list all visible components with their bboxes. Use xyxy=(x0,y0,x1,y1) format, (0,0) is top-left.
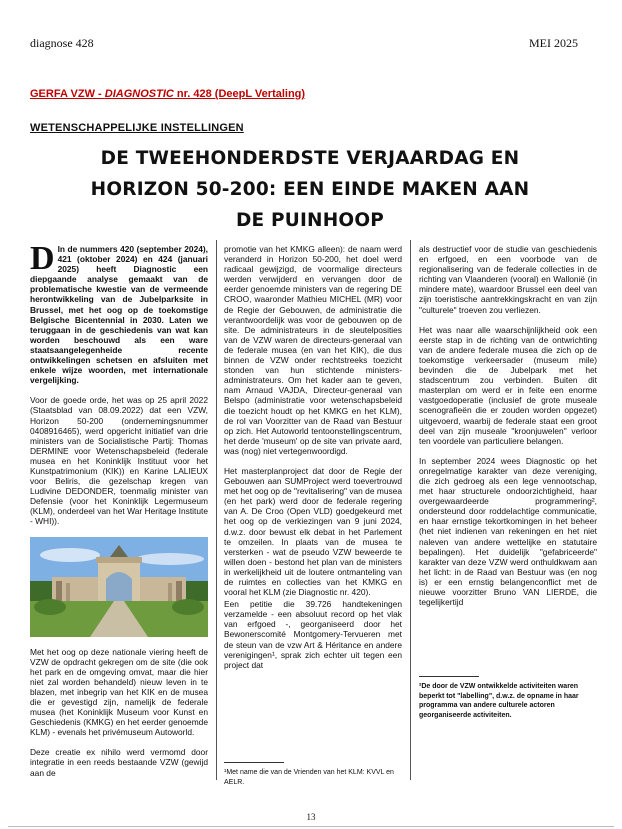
page-number: 13 xyxy=(306,812,316,822)
drop-cap: D xyxy=(30,240,55,277)
paragraph: Met het oog op deze nationale viering heeft de VZW de opdracht gekregen om de site (die ook het park en de omgeving omvat, maar die hier niet zal worden behandeld) nieuw leven in te blazen, met inbegrip van het KIK en de musea die er gevestigd zijn, namelijk de federale musea (het Koninklijk Museum voor Kunst en Geschiedenis (KMKG) en het eerder genoemde KLM) - evenals het privémuseum Autoworld. xyxy=(30,646,208,738)
title-line-2: HORIZON 50-200: EEN EINDE MAKEN AAN xyxy=(90,179,530,200)
footnote-rule xyxy=(419,676,479,677)
source-separator: - xyxy=(94,88,105,100)
section-heading: WETENSCHAPPELIJKE INSTELLINGEN xyxy=(30,122,244,134)
title-line-3: DE PUINHOOP xyxy=(235,210,385,231)
header-date: MEI 2025 xyxy=(529,36,578,50)
column-3 xyxy=(419,244,597,617)
column-2 xyxy=(224,244,402,680)
column-divider xyxy=(216,240,217,780)
paragraph: Het was naar alle waarschijnlijkheid ook een eerste stap in de richting van de ontwrichting van de andere federale musea die zich op de toekomstige verkeersader (museum mile) bevinden die de Jubelpark met het stadscentrum zou verbinden. Buiten dit masterplan om werd er in feite een enorme vastgoedoperatie (inclusief de grote museale scenografieën die er zouden worden opgezet) uitgevoerd, waarbij de federale staat een groot deel van zijn museale "kroonjuwelen" verloor ten voordele van particuliere belangen. xyxy=(419,324,597,446)
lead-text: In de nummers 420 (september 2024), 421 (oktober 2024) en 424 (januari 2025) heeft Diagnostic een diepgaande analyse gemaakt van de problematische kwestie van de vermeende herontwikkeling van de Jubelparksite in Brussel, met het oog op de toekomstige Belgische Bicentennial in 2030. Laten we teruggaan in de geschiedenis van wat kan worden beschouwd als een ware staatsaangelegenheide recente ontwikkelingen schetsen en afsluiten met enkele wijze woorden, met internationale vergelijking. xyxy=(30,244,208,386)
title-line-1: DE TWEEHONDERDSTE VERJAARDAG EN xyxy=(100,148,520,169)
paragraph: In september 2024 wees Diagnostic op het onregelmatige karakter van deze vereniging, die zich gedroeg als een lege vennootschap, met haar structurele ondoorzichtigheid, haar overgewaardeerde programmering², ondersteund door roddelachtige communicatie, en haar ernstige tekortkomingen in het beheer (het niet indienen van rekeningen en het niet naleven van andere wettelijke en statutaire bepalingen). Het duidelijk "gefabriceerde" karakter van deze VZW werd onthuldkwam aan het licht: in de Raad van Bestuur was (en nog is) er een ernstig belangenconflict met de nieuwe voorzitter Bruno VAN LIERDE, die tegelijkertijd xyxy=(419,455,597,608)
page-bottom-border xyxy=(8,826,614,827)
cinquantenaire-arch-photo xyxy=(30,537,208,637)
header-magazine: diagnose 428 xyxy=(30,36,94,50)
paragraph: Deze creatie ex nihilo werd vermomd door integratie in een reeds bestaande VZW (gewijd aan de xyxy=(30,747,208,778)
source-line xyxy=(30,88,305,100)
source-org: GERFA VZW xyxy=(30,88,95,100)
paragraph: Voor de goede orde, het was op 25 april 2022 (Staatsblad van 08.09.2022) dat een VZW, Horizon 50-200 (ondernemingsnummer 0408916465), werd opgericht initiatief van drie ministers van de Socialistische Partij: Thomas DERMINE voor Wetenschapsbeleid (federale musea en het Koninklijk Instituut voor het Kunstpatrimonium (KIK)) en Karine LALIEUX voor Beliris, die gezelschap kregen van Ludivine DEDONDER, toenmalig minister van Defensie (voor het Koninklijk Legermuseum (KLM), onderdeel van het War Heritage Institute - WHI)). xyxy=(30,395,208,527)
paragraph: promotie van het KMKG alleen): de naam werd veranderd in Horizon 50-200, het doel werd radicaal gewijzigd, de voormalige directeurs werden verwijderd en vervangen door de eerder genoemde ministers van de regering DE CROO, waaronder Mathieu MICHEL (MR) voor de Regie der Gebouwen, de administratie die verantwoordelijk was voor de gebouwen op de site. De administrateurs in de sleutelposities van de VZW waren de directeurs-generaal van de federale musea (en van het KIK), die dus binnen de VZW onder rechtstreeks toezicht stonden van hun stichtende ministers-administrateurs. Om het kader aan te geven, nam Arnaud VAJDA, Directeur-generaal van Belspo (administratie voor wetenschapsbeleid die toezicht houdt op het KMKG en het KLM), de rol van Voorzitter van de Raad van Bestuur op zich. Het Autoworld tentoonstellingscentrum, het derde 'museum' op de site van private aard, was (nog) niet vertegenwoordigd. xyxy=(224,244,402,456)
paragraph: Het masterplanproject dat door de Regie der Gebouwen aan SUMProject werd toevertrouwd met het oog op de "revitalisering" van de musea (en het park) werd door de federale regering van A. De Croo (Open VLD) goedgekeurd met het oog op de verkiezingen van 9 juni 2024, d.w.z. door bewust elk debat in het Parlement te omzeilen. In plaats van de musea te versterken - wat de pseudo VZW beweerde te willen doen - bestond het plan van de ministers in werkelijkheid uit de loutere ontmanteling van de ruimtes en collecties van het KMKG en vooral het KLM (zie Diagnostic nr. 420). xyxy=(224,465,402,598)
source-magazine: DIAGNOSTIC xyxy=(104,88,174,100)
footnote-rule xyxy=(224,762,284,763)
column-1 xyxy=(30,240,208,788)
article-title xyxy=(60,143,560,236)
paragraph: Een petitie die 39.726 handtekeningen verzamelde - een absoluut record op het vlak van erfgoed -, georganiseerd door het Bewonerscomité Montgomery-Tervueren met de steun van de vzw Art & Héritance en andere verenigingen¹, sprak zich echter uit tegen een project dat xyxy=(224,599,402,670)
footnote-2: ²De door de VZW ontwikkelde activiteiten waren beperkt tot "labelling", d.w.z. de opname in haar programma van andere culturele actoren georganiseerde activiteiten. xyxy=(419,683,579,719)
paragraph: als destructief voor de studie van geschiedenis en erfgoed, en een voorbode van de regionalisering van de federale collecties in de richting van Vlaanderen (vooral) en Wallonië (in mindere mate), waardoor Brussel een deel van zijn toeristische aantrekkingskracht en van zijn "culturele" troeven zou verliezen. xyxy=(419,244,597,315)
lead-paragraph xyxy=(30,240,208,386)
source-rest: nr. 428 (DeepL Vertaling) xyxy=(173,88,306,100)
column-divider xyxy=(410,240,411,780)
footnote-1: ¹Met name die van de Vrienden van het KLM: KVVL en AELR. xyxy=(224,769,394,786)
